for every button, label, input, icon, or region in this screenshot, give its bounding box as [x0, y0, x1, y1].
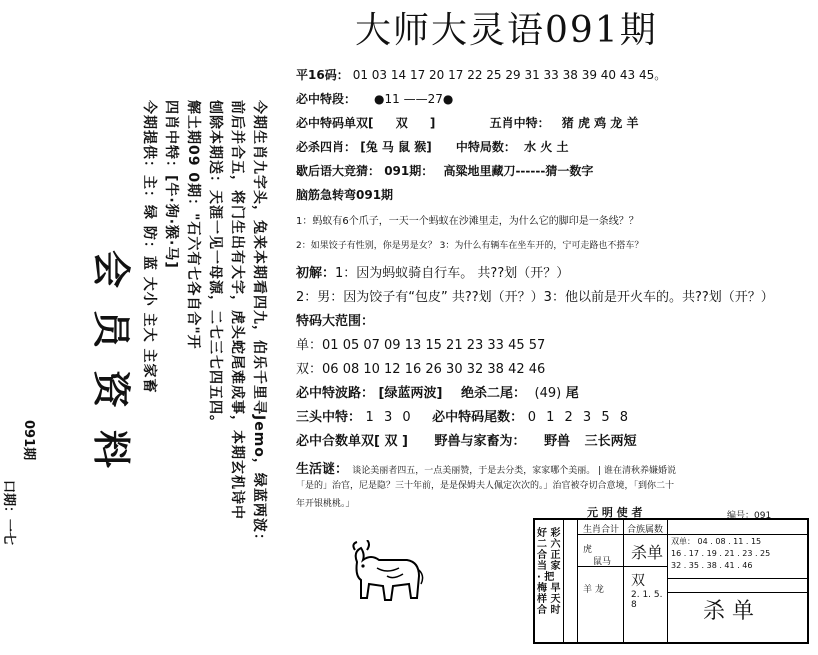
five-zodiac-value: 猪 虎 鸡 龙 羊: [561, 116, 639, 130]
life-label: 生活谜：: [296, 462, 349, 477]
section-row: [296, 90, 453, 107]
member-line-3: 刨除本期送：天涯一见一母源，二七三七四五四。: [207, 100, 223, 430]
member-panel: [0, 0, 270, 655]
section-value: ●11 ——27●: [374, 92, 454, 106]
double-row: [296, 358, 545, 377]
member-title: 会员资料: [89, 250, 133, 491]
riddle-row: [296, 162, 593, 179]
special-16-value: 01 03 14 17 20 17 22 25 29 31 33 38 39 40 43 45。: [352, 68, 667, 82]
member-line-6: 今期提供：主：绿 防：蓝 大小 主大 主家畜: [141, 100, 157, 394]
box-cow-label: 羊 龙: [583, 585, 604, 595]
member-line-5: 四肖中特：[牛·狗·猴·马]: [163, 100, 179, 269]
sum-close: ]: [402, 434, 408, 449]
question-1: 1：蚂蚁有6个爪子，一天一个蚂蚁在沙滩里走，为什么它的脚印是一条线？？: [296, 216, 639, 227]
odd-even-label: 必中特码单双[: [296, 116, 374, 130]
answer-1-row: [296, 262, 569, 281]
box-numbers: 双单： 04 . 08 . 11 . 15 16 . 17 . 19 . 21 . 23 . 25 32 . 35 . 38 . 41 . 46: [671, 537, 771, 570]
double-value: 06 08 10 12 16 26 30 32 38 42 46: [322, 362, 546, 377]
head-row: [296, 406, 631, 425]
tail-value: 0 1 2 3 5 8: [527, 410, 631, 425]
head-value: 1 3 0: [365, 410, 414, 425]
single-label: 单：: [296, 338, 323, 353]
riddle-label: 歇后语大竞猜：: [296, 164, 381, 178]
single-row: [296, 334, 545, 353]
rounds-value: 水 火 土: [524, 140, 569, 154]
odd-even-row: [296, 114, 638, 131]
head-label: 三头中特：: [296, 410, 362, 425]
member-issue: 091期: [21, 420, 36, 461]
member-panel-rotated: [0, 100, 270, 560]
wave-row: [296, 382, 579, 401]
answer-1-label: 初解：: [296, 266, 336, 281]
kill-four-label: 必杀四肖：: [296, 140, 357, 154]
page-title: 大师大灵语091期: [355, 10, 658, 51]
wave-value: [绿蓝两波]: [378, 386, 443, 401]
beast-label: 野兽与家畜为：: [434, 434, 526, 449]
box-code: 编号：091: [727, 511, 772, 521]
box-r1b: 鼠马: [593, 557, 612, 567]
riddle-text: 高粱地里藏刀------猜一数字: [443, 164, 594, 178]
box-header: 元 明 使 者: [587, 506, 643, 519]
wave-label: 必中特波路：: [296, 386, 375, 401]
answer-1-value: 1：因为蚂蚁骑自行车。 共??划（开？）: [335, 266, 570, 281]
five-zodiac-label: 五肖中特：: [489, 116, 550, 130]
member-line-4: 解土期09 0期："石六有七各自合"开: [185, 100, 201, 350]
life-row: [296, 458, 676, 477]
sum-row: [296, 430, 637, 449]
box-col-3: 杀单: [631, 543, 664, 562]
range-label: 特码大范围：: [296, 314, 375, 329]
kill-tail-label: 绝杀二尾：: [460, 386, 526, 401]
kill-four-row: [296, 138, 568, 155]
double-label: 双：: [296, 362, 323, 377]
box-side-text: 好 彩 二 六 合 正 当 家 · 把 梅 早 样 天 合 时: [537, 528, 561, 616]
single-value: 01 05 07 09 13 15 21 23 33 45 57: [322, 338, 546, 353]
question-2: 2：如果饺子有性别，你是男是女？ 3：为什么有辆车在坐车开的，宁可走路也不搭车？: [296, 241, 644, 251]
member-line-1: 今期生肖九字头，兔来本期看四九，伯乐千里寻Jemo，绿蓝两波：: [251, 100, 267, 548]
ox-icon: [347, 540, 425, 610]
section-label: 必中特段：: [296, 92, 357, 106]
box-r2b: 2. 1. 5. 8: [631, 590, 663, 610]
sum-value: 双: [384, 434, 398, 449]
answer-2: 2：男：因为饺子有“包皮” 共??划（开？）3：他以前是开火车的。共??划（开？）: [296, 290, 774, 305]
life-line-3: 年开银桃桃。」: [296, 499, 355, 509]
life-line-2: 「是的」治官，尼是隐？三十年前，是是保姆夫人佩定次次的。」治官被夺切合意境，「到你二十: [296, 481, 675, 491]
rounds-label: 中特局数：: [455, 140, 516, 154]
box-r2: 双: [631, 573, 645, 589]
box-col-1: 生肖合计: [583, 525, 620, 535]
life-value: 谈论美丽者四五，一点美丽赞，于是去分类，家家哪个美丽。 | 谁在清秋养嫌婚说: [352, 466, 676, 476]
brain-row: [296, 186, 393, 203]
beast-extra: 三长两短: [584, 434, 637, 449]
member-footer: 口期：一七: [1, 480, 16, 546]
odd-even-close: ]: [429, 116, 436, 130]
sum-label: 必中合数单双[: [296, 434, 380, 449]
special-16-label: 平16码：: [296, 68, 349, 82]
beast-value: 野兽: [544, 434, 571, 449]
special-16-row: [296, 66, 666, 83]
tail-label: 必中特码尾数：: [432, 410, 524, 425]
box-big-kill: 杀 单: [703, 599, 754, 624]
kill-tail-value: (49): [534, 386, 562, 401]
brain-label: 脑筋急转弯091期: [296, 188, 394, 202]
member-line-2: 前后并合五，将门生出有大字，虎头蛇尾难成事，本期玄机诗中: [229, 100, 245, 520]
box-r1a: 虎: [583, 545, 593, 555]
box-col-2: 合族属数: [627, 525, 664, 535]
odd-even-value: 双: [395, 116, 408, 130]
riddle-issue: 091期：: [384, 164, 434, 178]
kill-four-value: [兔 马 鼠 猴]: [360, 140, 432, 154]
kill-tail-suffix: 尾: [565, 386, 579, 401]
info-box: [533, 506, 809, 644]
